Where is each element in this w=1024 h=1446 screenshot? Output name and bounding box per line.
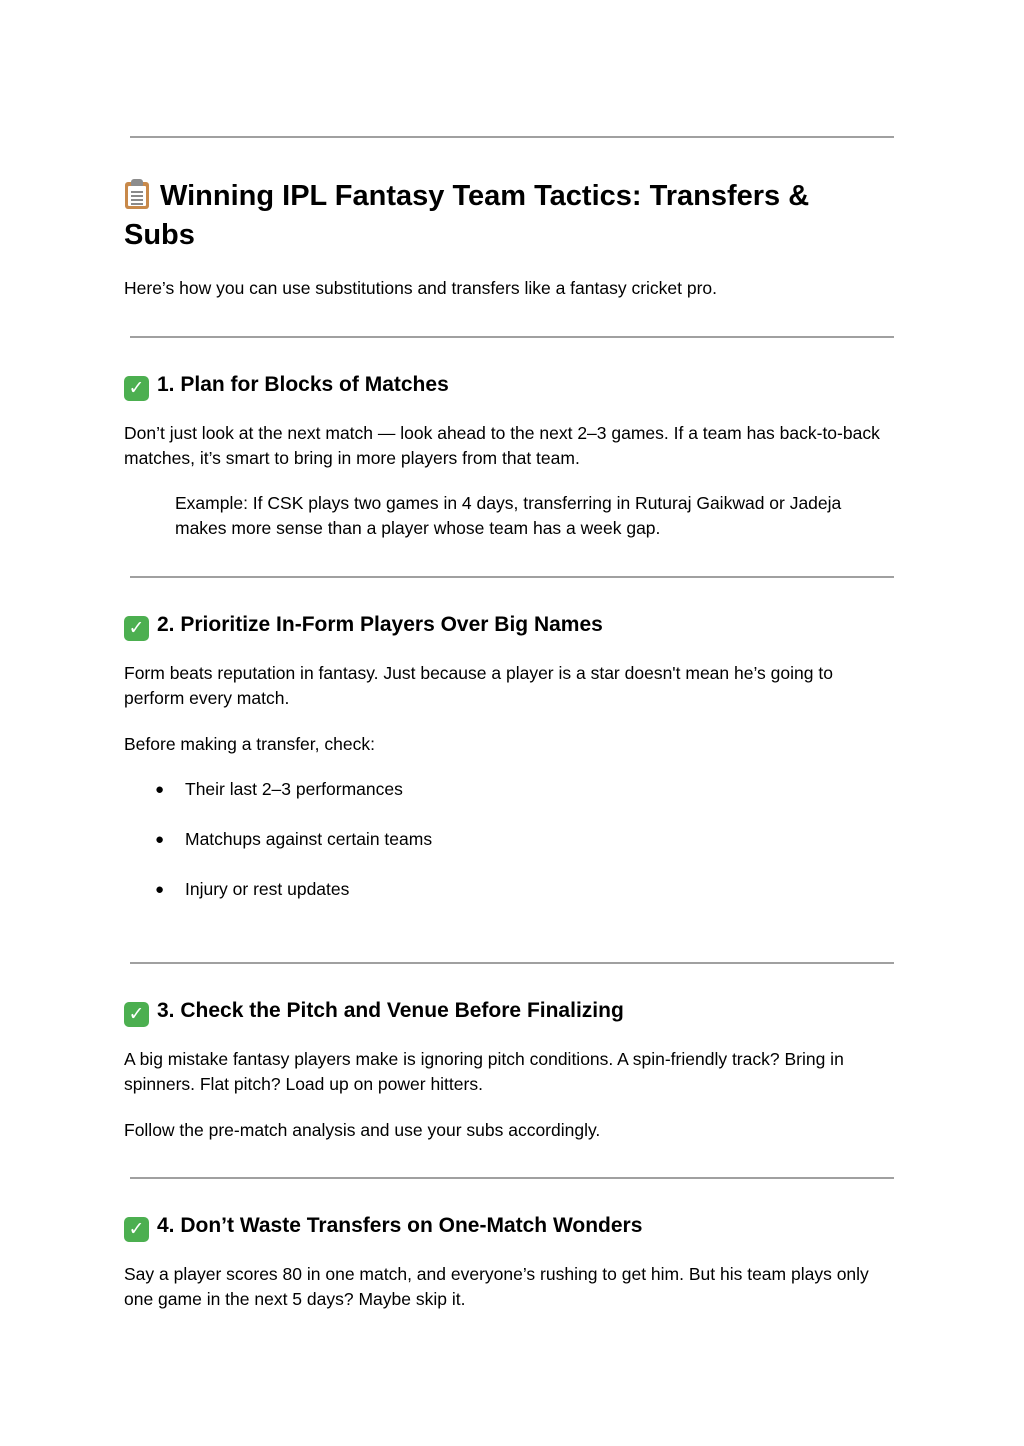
divider [130,136,894,138]
section-heading-text: 2. Prioritize In-Form Players Over Big Names [157,613,603,636]
divider [130,576,894,578]
section-heading-2 [124,611,603,641]
section-heading-3 [124,997,624,1027]
bullet-icon: ● [155,881,165,898]
clipboard-icon [124,179,150,209]
list-item [124,827,432,877]
check-mark-icon: ✓ [124,616,149,641]
divider [130,336,894,338]
section-heading-text: 3. Check the Pitch and Venue Before Finalizing [157,999,624,1022]
section-paragraph: Say a player scores 80 in one match, and everyone’s rushing to get him. But his team plays only one game in the next 5 days? Maybe skip it. [124,1264,869,1309]
list-item-text: Their last 2–3 performances [185,779,403,799]
section-paragraph: Follow the pre-match analysis and use your subs accordingly. [124,1120,601,1140]
check-mark-icon: ✓ [124,1002,149,1027]
section-heading-1 [124,371,449,401]
bullet-icon: ● [155,781,165,798]
section-heading-text: 1. Plan for Blocks of Matches [157,373,449,396]
section-heading-text: 4. Don’t Waste Transfers on One-Match Wonders [157,1214,643,1237]
section-paragraph: Before making a transfer, check: [124,734,375,754]
list-item-text: Injury or rest updates [185,879,350,899]
section-paragraph: A big mistake fantasy players make is ignoring pitch conditions. A spin-friendly track? Bring in spinners. Flat pitch? Load up on power hitters. [124,1049,844,1094]
page-title [124,177,884,255]
list-item [124,877,432,927]
section-paragraph: Form beats reputation in fantasy. Just because a player is a star doesn't mean he’s going to perform every match. [124,663,833,708]
divider [130,962,894,964]
section-paragraph: Don’t just look at the next match — look ahead to the next 2–3 games. If a team has back-to-back matches, it’s smart to bring in more players from that team. [124,423,880,468]
list-item [124,777,432,827]
bullet-icon: ● [155,831,165,848]
divider [130,1177,894,1179]
check-mark-icon: ✓ [124,376,149,401]
intro-paragraph: Here’s how you can use substitutions and transfers like a fantasy cricket pro. [124,278,718,298]
section-heading-4 [124,1212,642,1242]
check-mark-icon: ✓ [124,1217,149,1242]
list-item-text: Matchups against certain teams [185,829,433,849]
checklist [124,777,432,927]
page-title-text: Winning IPL Fantasy Team Tactics: Transfers & Subs [124,180,810,251]
example-quote: Example: If CSK plays two games in 4 days, transferring in Ruturaj Gaikwad or Jadeja makes more sense than a player whose team has a week gap. [175,493,842,538]
